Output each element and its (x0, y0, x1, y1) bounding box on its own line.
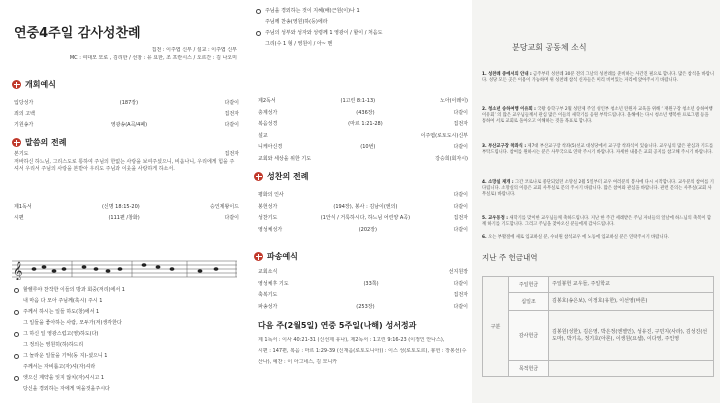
staff-line-2: MC : 여대모 모로 , 김리한 / 선창 : 유 요한, 조 프란시스 / 오르간 : 김 나오미 (69, 55, 237, 61)
news-number: 2. (482, 107, 489, 112)
row-leader: 집전자 (453, 215, 468, 221)
bulletin-right-column (472, 0, 720, 403)
offering-category: 주일헌금 (509, 277, 549, 293)
news-item (482, 235, 714, 241)
sacrament-row (258, 191, 468, 198)
row-leader: 선지원장 (448, 269, 468, 275)
row-label: 평화의 인사 (258, 192, 284, 198)
section-sacrament: 성찬의 전례 (254, 171, 308, 182)
offering-row (483, 277, 714, 293)
row-label: 층계성가 (258, 109, 278, 116)
row-detail: (신명 18:15-20) (101, 204, 140, 210)
cross-icon (254, 252, 263, 261)
psalm-verse (14, 287, 125, 294)
closing-row (258, 303, 468, 310)
news-number: 5. (482, 216, 489, 221)
row-leader: 노아(이레이) (439, 98, 468, 104)
circle-bullet-icon (14, 332, 19, 337)
psalm-verse (14, 375, 104, 382)
psalm-verse (14, 364, 95, 371)
reading-schedule-line: 제 1독서 : 이사 40:21-31 (신선제 유나), 제2독서 : 1고린 9:16-23 (이정인 안나스), (258, 337, 445, 343)
row-label: 시편 (14, 215, 24, 221)
psalm-verse (14, 386, 110, 393)
collect-prayer-text: 저바하신 하느님, 그리스도로 통하여 주님의 한없는 사랑을 보여주셨으니, 비옵나니, 우리에게 힘을 주셔서 우리서 주님의 사랑을 본받아 우리도 주님과 이웃을 사랑하게 하소서. (14, 159, 235, 173)
row-label: 축복기도 (258, 292, 278, 298)
news-heading: 교우동정 : (488, 216, 508, 221)
line-text: 주께서 하시는 일들 하도(창)에서 1 (23, 309, 100, 315)
row-leader: 이주엽(로토도시)신부 (420, 132, 468, 139)
psalm-verse (14, 331, 98, 338)
row-label: 교회와 세상을 위한 기도 (258, 155, 312, 162)
sacrament-row (258, 214, 468, 221)
row-detail: (111편 /창화) (108, 215, 140, 221)
news-item (482, 144, 714, 156)
page-title: 연중4주일 감사성찬례 (14, 26, 141, 41)
line-text: 주님을 경외하는 것이 지혜(배)근원(이)나 1 (265, 8, 360, 14)
news-title: 분당교회 공동체 소식 (512, 43, 587, 52)
psalm-verse (14, 353, 107, 360)
row-label: 니케아신경 (258, 144, 283, 150)
indent (256, 41, 265, 48)
offering-title: 지난 주 헌금내역 (482, 253, 538, 262)
line-text: 그 하신 일 영광스럽고(영)하도(다) (23, 331, 99, 337)
indent (14, 342, 23, 349)
section-opening: 개회예식 (12, 79, 56, 90)
row-leader: 다같이 (224, 100, 239, 106)
row-label: 영성체성가 (258, 226, 283, 233)
news-heading: 청소년 송하여행 이유회 : (488, 107, 536, 112)
music-staff (12, 258, 237, 280)
row-detail: (33쪽) (363, 280, 379, 287)
circle-bullet-icon (256, 31, 261, 36)
row-label: 제2독서 (258, 98, 276, 104)
row-detail: (마르 1:21-28) (348, 121, 383, 127)
line-text: 그리(수 1 형 / 영원이 / 아~ 멘 (265, 41, 333, 47)
cross-icon (12, 138, 21, 147)
psalm-verse (14, 320, 122, 327)
circle-bullet-icon (14, 310, 19, 315)
word2-row (258, 120, 468, 127)
news-body: 오는 부활절에 새로 입교하실 분, 수녀원 참석교우 에 노동에 입교하실 분은 연락주시기 바랍니다. (488, 235, 670, 240)
row-detail: (436장) (356, 109, 375, 116)
psalm-verse (14, 309, 99, 316)
news-number: 3. (482, 144, 489, 149)
circle-bullet-icon (14, 376, 19, 381)
row-leader: 다같이 (453, 226, 468, 233)
news-heading: 성찬례 중에서의 안내 : (488, 72, 532, 77)
opening-row (14, 110, 239, 117)
row-label: 본기도 (14, 151, 29, 157)
row-label: 성찬기도 (258, 215, 278, 221)
word2-row (258, 97, 468, 104)
row-label: 교회소식 (258, 269, 278, 275)
line-text: 주님께 찬송(영원)하(등)에라 (265, 19, 328, 25)
word2-row (258, 109, 468, 116)
word2-row (258, 132, 468, 139)
psalm-verse (256, 8, 360, 15)
offering-value: 김봉원(성한), 김은영, 박은정(엔젤인), 성유진, 구민지(사라), 김성진(선도마), 박기옥, 정기호(아론), 이생원(요셉), 이다영, 주인영 (549, 311, 714, 361)
psalm-verse (256, 19, 328, 26)
word2-row (258, 155, 468, 162)
indent (14, 320, 23, 327)
news-body: 금주부터 성찬례 30분 전의 그날의 성찬례를 준비하는 사간진 필요로 합니다. 많은 참석을 바랍니다. 성당 모든 곳은 이용이 가능하며 위 성찬례 참석 신자들은 미리 비어있는 자리에 앉아주시기 바랍니다. (482, 72, 715, 84)
indent (14, 298, 23, 305)
line-text: 그 정의는 영원히(하)하드리 (23, 342, 84, 348)
row-leader: 집전자 (453, 121, 468, 127)
row-leader: 다같이 (453, 192, 468, 198)
offering-value (549, 361, 714, 377)
bulletin-left-column (0, 0, 245, 403)
sacrament-row (258, 203, 468, 210)
news-number: 1. (482, 72, 489, 77)
row-leader: 승인제왕이드 (210, 204, 239, 210)
news-item (482, 72, 714, 84)
offering-group-cell: 구분 (483, 277, 509, 377)
news-number: 4. (482, 180, 489, 185)
row-label: 기원송가 (14, 122, 34, 128)
sacrament-row (258, 226, 468, 233)
line-text: 엣으신 계약을 잊지 않치(자)셔시고 1 (23, 375, 105, 381)
news-heading: 부산교구장 착좌식 : (488, 144, 527, 149)
row-label: 제1독서 (14, 204, 32, 210)
row-detail: (187장) (119, 100, 139, 106)
row-leader: 다같이 (453, 203, 468, 210)
line-text: 그 일들을 좋아하는 사람, 모두가(저)생각한다 (23, 320, 122, 326)
row-detail: (1고린 8:1-13) (340, 98, 376, 104)
offering-row (483, 361, 714, 377)
row-leader: 강승희(회자시) (435, 155, 468, 162)
row-detail: (10번) (360, 144, 376, 150)
next-week-title: 다음 주(2월5일) 연중 5주일(나해) 성서정과 (258, 321, 417, 330)
reading-row (14, 203, 239, 210)
news-body: 제7대 부산교구장 착좌(5)선교 대성당에서 교구장 착좌식이 있습니다. 교우님의 많은 관심과 기도를 부탁드립니다. 참여를 원하시는 분은 사무국으로 연락 주시기 바랍니다. 자세한 내용은 교회 공지를 참고해 주시기 바랍니다. (482, 144, 714, 156)
row-leader: 다같이 (453, 109, 468, 116)
news-body: 그간 코로나로 중단되었던 소망실 2월 5일부터 교우 여러분의 봉사에 다시 시작합니다. 교우분의 참여를 기다립니다. 소망실의 이용은 교회 사무실로 문의 주시기 바랍니다. 많은 참여와 관심을 바랍니다. 관련 문의는 사무실(교회 사무실로) 바랍니다. (482, 180, 714, 198)
news-body: 국왕 송학구부 2월 성탄제 주일 성인부 청소년 탄원자 교육을 위해 ‘ 재원구장 청소년 송하여행 이유회’ 의 많은 교우님들께서 관심 많은 이들의 새학기를 응원 부탁드립니다. 올해에는 다시 청소년 행복한 프로그램 등을 통하여 서로 교회로 돌아오고 이해하는 것을 목표로 합니다. (482, 107, 713, 125)
offering-value: 김봉호(송은보), 이정호(유한), 이선영(바론) (549, 293, 714, 311)
line-text: 그 놀라운 일들을 기억(동 지)-셨으니 1 (23, 353, 108, 359)
reading-schedule-line: 산나), 예찬 : 이 아그네스, 김 모니카 (258, 359, 338, 365)
svg-text:𝄞: 𝄞 (13, 261, 23, 280)
line-text: 주께서는 자비롭고(자)셔(자)셔라 (23, 364, 96, 370)
cross-icon (12, 80, 21, 89)
offering-category: 십일조 (509, 293, 549, 311)
row-label: 파송성가 (258, 303, 278, 310)
psalm-verse (14, 342, 83, 349)
cross-icon (254, 172, 263, 181)
line-text: 주님의 성부와 성자와 성령께 1 영광이 / 할이 / 처음도 (265, 30, 383, 36)
news-item (482, 216, 714, 228)
opening-row (14, 99, 239, 106)
row-label: 입당성가 (14, 100, 34, 106)
indent (14, 364, 23, 371)
word2-row (258, 143, 468, 150)
bulletin-middle-column (250, 0, 470, 403)
reading-row (14, 214, 239, 221)
indent (14, 386, 23, 393)
news-number: 6. (482, 235, 489, 240)
row-label: 영성체후 기도 (258, 280, 289, 287)
row-leader: 다같이 (224, 215, 239, 221)
closing-row (258, 268, 468, 275)
line-text: 할렐루야 찬작한 이들의 방과 회중(저리)에서 1 (23, 287, 125, 293)
offering-row (483, 311, 714, 361)
row-label: 복음성경 (258, 121, 278, 127)
news-item (482, 107, 714, 126)
circle-bullet-icon (14, 354, 19, 359)
row-detail: (1안식 / 거룩하시다, 하느님 어린양 A곡) (320, 215, 411, 221)
row-label: 봉헌성가 (258, 203, 278, 210)
row-leader: 다같이 (453, 303, 468, 310)
offering-row (483, 293, 714, 311)
offering-table (482, 276, 714, 377)
offering-value: 주일봉헌 교우들, 주일학교 (549, 277, 714, 293)
opening-row (14, 121, 239, 128)
row-leader: 다같이 (453, 144, 468, 150)
circle-bullet-icon (14, 288, 19, 293)
offering-category: 감사헌금 (509, 311, 549, 361)
row-leader: 다같이 (224, 122, 239, 128)
news-body: 새학기를 맞이한 교우님들께 축하드립니다. 지난 한 주간 세례받은 주님 자녀들의 앞날에 하느님의 축복이 함께 하기를 기도합니다. 그리고 주님을 찾아오신 분들에게 감사드립니다. (482, 216, 712, 228)
row-leader: 집전자 (453, 292, 468, 298)
section-closing: 파송예식 (254, 251, 298, 262)
psalm-verse (14, 298, 102, 305)
row-detail: (194장), 봉사 : 김남이(엔의) (333, 203, 398, 210)
news-heading: 소망실 재개 : (488, 180, 514, 185)
row-label: 죄의 고백 (14, 111, 35, 117)
reading-schedule-line: 시편 : 147편, 복음 : 마르 1:29-39 (신재음(로토도니아)) : 이스 성(로토도르), 봉헌 : 장봉선(수 (258, 348, 467, 354)
word-row (14, 150, 239, 157)
offering-category: 목적헌금 (509, 361, 549, 377)
line-text: 내 마음 다 모아 주님께(혹시) 주시 1 (23, 298, 103, 304)
row-label: 설교 (258, 132, 268, 139)
closing-row (258, 280, 468, 287)
indent (256, 19, 265, 26)
staff-line-1: 집전 : 이주엽 신부 / 설교 : 이주엽 신부 (151, 47, 237, 53)
closing-row (258, 291, 468, 298)
section-word: 말씀의 전례 (12, 137, 66, 148)
circle-bullet-icon (256, 9, 261, 14)
psalm-verse (256, 41, 332, 48)
row-detail: (202장) (358, 226, 377, 233)
row-leader: 다같이 (453, 280, 468, 287)
row-detail: 영광송(A곡/4폐) (110, 122, 148, 128)
line-text: 당신을 경외하는 자에게 먹을것을주시다 (23, 386, 110, 392)
row-detail: (253장) (356, 303, 375, 310)
news-item (482, 180, 714, 199)
row-leader: 집전자 (224, 151, 239, 157)
row-leader: 집전자 (224, 111, 239, 117)
psalm-verse (256, 30, 382, 37)
